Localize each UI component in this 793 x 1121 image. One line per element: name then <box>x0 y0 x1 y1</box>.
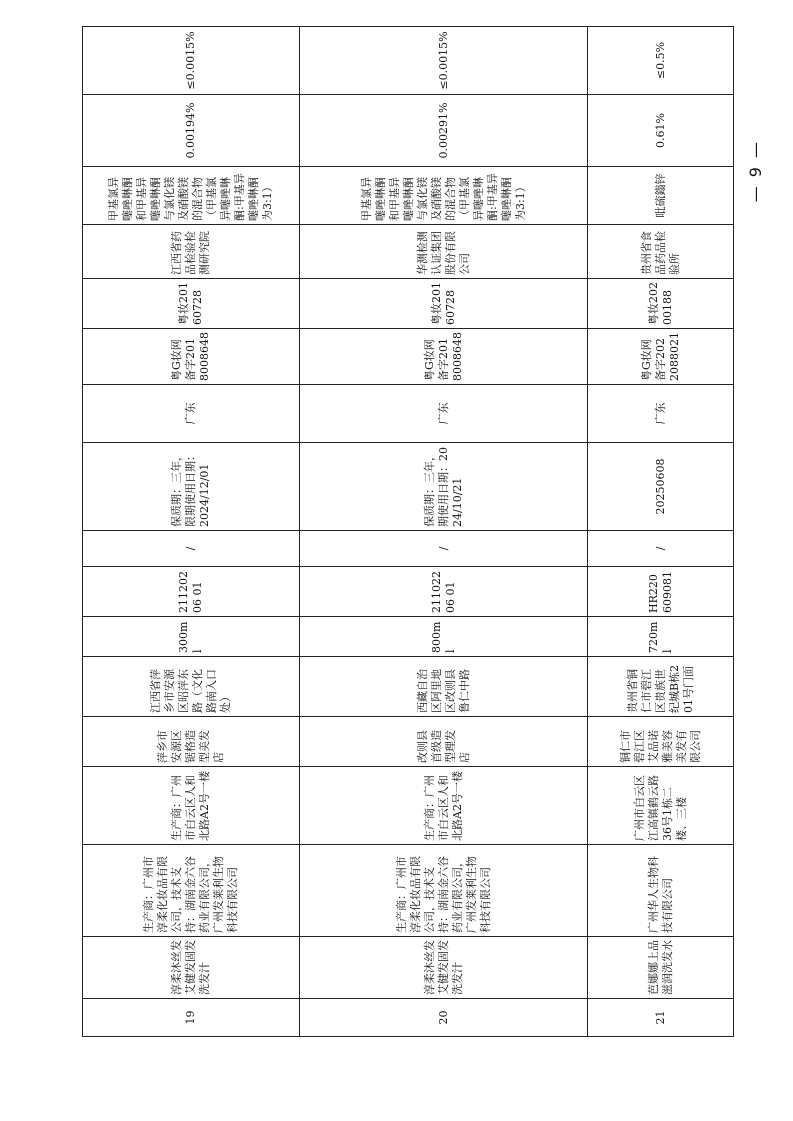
origin: 广东 <box>300 385 588 443</box>
record-number: 粤G妆网备字2022088021 <box>639 332 681 381</box>
license-number: 粤妆20200188 <box>646 282 674 325</box>
batch-number: 21120206 01 <box>177 571 204 613</box>
producer-address: 生产商：广州市白云区人和北路A2号一楼 <box>422 771 464 841</box>
standard-limit: ≤0.5% <box>588 27 734 95</box>
specification: 720ml <box>646 621 674 653</box>
table-row <box>83 27 300 1037</box>
table-row <box>300 27 588 1037</box>
seller-name: 萍乡市安源区锯格造型美发店 <box>156 730 225 763</box>
record-number: 粤G妆网备字2018008648 <box>422 332 464 381</box>
seller-name: 改则县首级造型理发店 <box>415 730 471 763</box>
production-date: 保质期：三年，期使用日期：2024/10/21 <box>422 447 464 527</box>
rotated-table-page <box>82 31 733 1037</box>
row-number: 21 <box>588 999 734 1037</box>
production-date: 保质期：三年，限期使用日期：2024/12/01 <box>170 450 211 527</box>
origin: 广东 <box>588 385 734 443</box>
seller-address: 贵州省铜仁市碧江区贵族世纪城B栋201号门面 <box>625 664 695 713</box>
trademark: / <box>588 531 734 567</box>
specification: 800ml <box>429 621 457 653</box>
record-number: 粤G妆网备字2018008648 <box>170 332 211 381</box>
standard-limit: ≤0.0015% <box>300 27 588 95</box>
test-result: 0.61% <box>588 95 734 167</box>
testing-lab: 贵州省食品药品检验所 <box>639 231 681 275</box>
product-name: 芭娜娜上品滋润洗发水 <box>646 940 674 995</box>
seller-name: 铜仁市碧江区艾品诺雅美容美发有限公司 <box>618 730 702 763</box>
producer-name: 生产商：广州市淳柔化妆品有限公司，技术支持：湖南金六谷药业有限公司，广州发莱利生物科技有限公司 <box>394 856 492 933</box>
trademark: / <box>300 531 588 567</box>
specification: 300ml <box>177 621 204 653</box>
testing-lab: 华测检测认证集团股份有限公司 <box>415 231 471 275</box>
failed-item: 甲基氯异噻唑啉酮和甲基异噻唑啉酮与氯化镁及硝酸镁的混合物（甲基氯异噻唑啉酮:甲基异噻唑啉酮为3:1） <box>359 173 527 221</box>
producer-address: 生产商：广州市白云区人和北路A2号一楼 <box>170 771 211 841</box>
producer-address: 广州市白云区江高镇鹤云路36号1栋二楼、三楼 <box>632 775 688 841</box>
table-row <box>588 27 734 1037</box>
seller-address: 江西省萍乡市安源区昭萍东路（文化路南入口处） <box>149 669 232 713</box>
testing-lab: 江西省药品检验检测研究院 <box>170 231 211 275</box>
seller-address: 西藏自治区阿里地区改则县鲁仁中路 <box>415 669 471 713</box>
production-date: 20250608 <box>653 458 667 515</box>
test-result: 0.00194% <box>83 95 300 167</box>
batch-number: HR220609081 <box>646 571 674 613</box>
sampling-results-table <box>82 26 734 1037</box>
license-number: 粤妆20160728 <box>429 282 457 325</box>
producer-name: 生产商：广州市淳柔化妆品有限公司，技术支持：湖南金六谷药业有限公司，广州发莱利生物科技有限公司 <box>142 856 239 933</box>
product-name: 淳柔沐丝发艾健发固发洗发汁 <box>170 940 211 995</box>
producer-name: 广州华人生物科技有限公司 <box>646 856 674 933</box>
page-number: — 9 — <box>746 140 765 203</box>
row-number: 19 <box>83 999 300 1037</box>
trademark: / <box>83 531 300 567</box>
failed-item: 吡硫鎓锌 <box>653 173 667 218</box>
standard-limit: ≤0.0015% <box>83 27 300 95</box>
row-number: 20 <box>300 999 588 1037</box>
batch-number: 21102206 01 <box>429 571 457 613</box>
license-number: 粤妆20160728 <box>177 282 204 325</box>
origin: 广东 <box>83 385 300 443</box>
failed-item: 甲基氯异噻唑啉酮和甲基异噻唑啉酮与氯化镁及硝酸镁的混合物（甲基氯异噻唑啉酮:甲基异噻唑啉酮为3:1） <box>107 173 274 221</box>
product-name: 淳柔沐丝发艾健发固发洗发汁 <box>422 940 464 995</box>
test-result: 0.00291% <box>300 95 588 167</box>
